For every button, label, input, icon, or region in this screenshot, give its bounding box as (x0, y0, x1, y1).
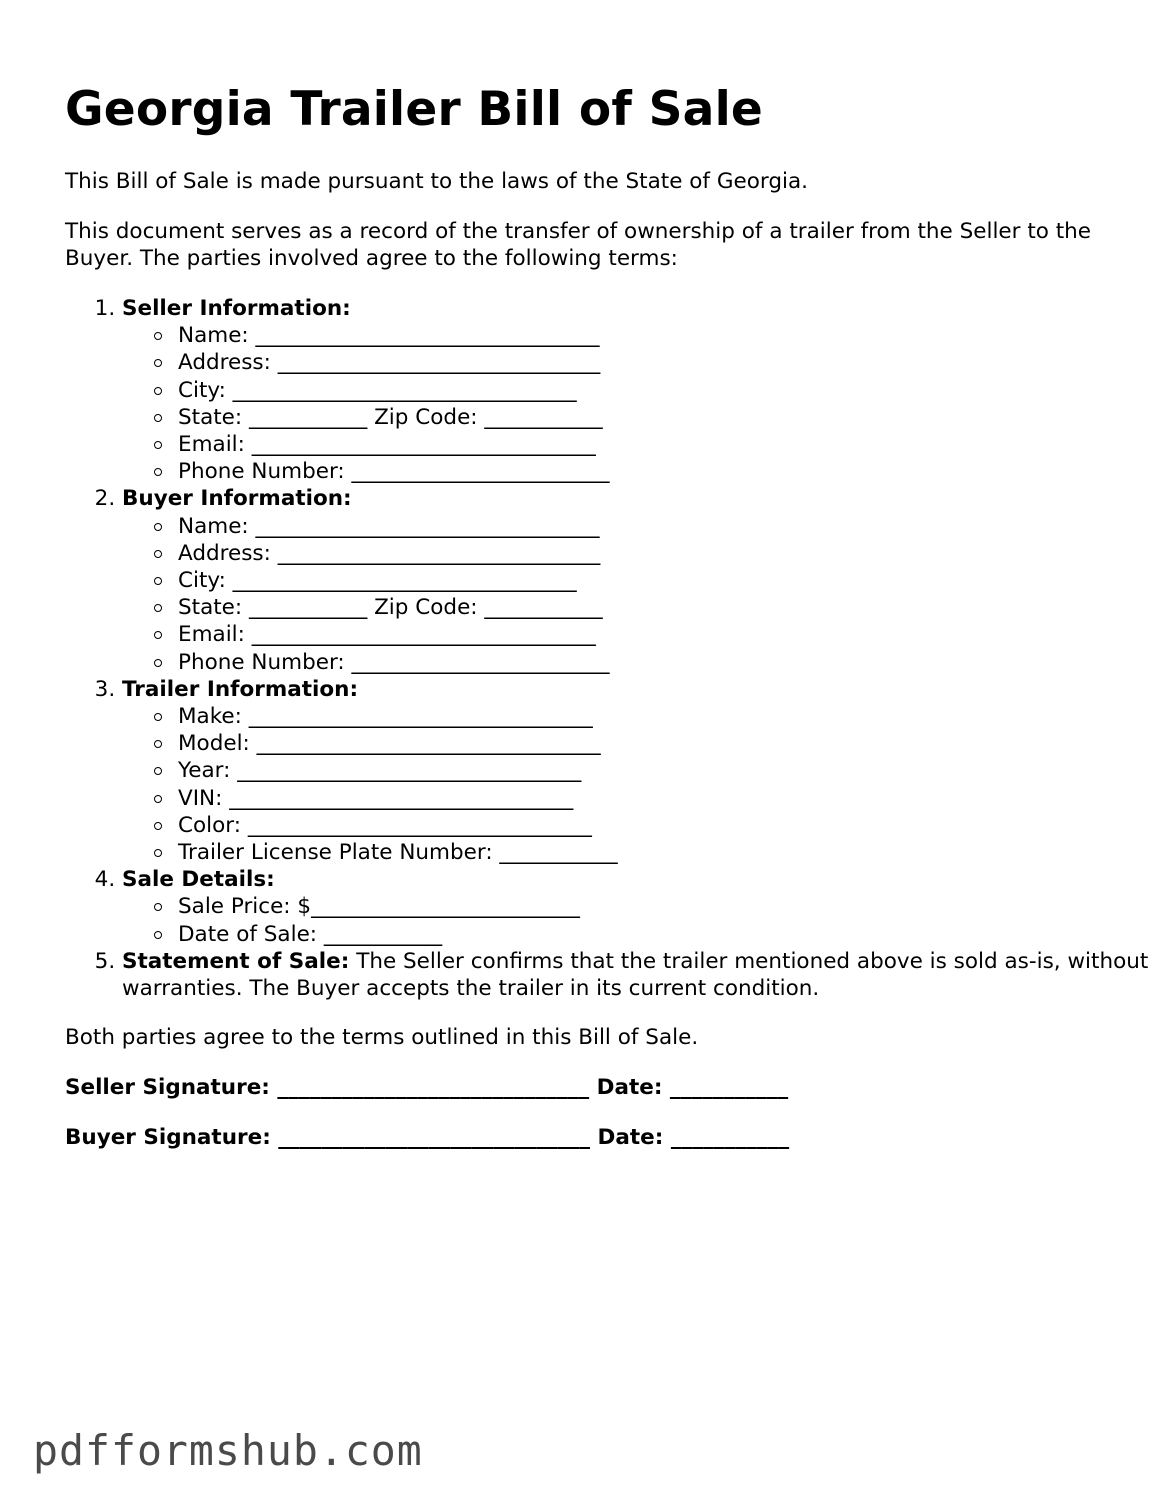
buyer-name-field[interactable]: Name: ________________________________ (178, 513, 1152, 540)
page-title: Georgia Trailer Bill of Sale (65, 82, 763, 137)
seller-city-field[interactable]: City: ________________________________ (178, 377, 1152, 404)
trailer-vin-field[interactable]: VIN: ________________________________ (178, 785, 1152, 812)
section-trailer-information (122, 676, 1152, 866)
intro-paragraph-2: This document serves as a record of the transfer of ownership of a trailer from the Seller to the Buyer. The parties involved agree to the following terms: (65, 219, 1092, 272)
field-list (122, 893, 1152, 947)
buyer-state-zip-field[interactable]: State: ___________ Zip Code: ___________ (178, 594, 1152, 621)
seller-signature-line[interactable]: Seller Signature: _____________________________ Date: ___________ (65, 1075, 789, 1100)
field-list (122, 703, 1152, 866)
closing-paragraph: Both parties agree to the terms outlined in this Bill of Sale. (65, 1025, 699, 1050)
section-sale-details (122, 866, 1152, 948)
intro-paragraph-1: This Bill of Sale is made pursuant to the laws of the State of Georgia. (65, 169, 808, 194)
section-statement-of-sale (122, 948, 1152, 1002)
buyer-address-field[interactable]: Address: ______________________________ (178, 540, 1152, 567)
section-heading: Sale Details: (122, 867, 275, 893)
buyer-email-field[interactable]: Email: ________________________________ (178, 621, 1152, 648)
seller-name-field[interactable]: Name: ________________________________ (178, 322, 1152, 349)
sale-date-field[interactable]: Date of Sale: ___________ (178, 921, 1152, 948)
statement-text: The Seller confirms that the trailer mentioned above is sold as-is, without warranties. The Buyer accepts the trailer in its current condition. (122, 948, 1149, 1002)
field-list (122, 513, 1152, 676)
buyer-phone-field[interactable]: Phone Number: ________________________ (178, 649, 1152, 676)
section-heading: Seller Information: (122, 296, 351, 321)
trailer-license-plate-field[interactable]: Trailer License Plate Number: ___________ (178, 839, 1152, 866)
buyer-signature-line[interactable]: Buyer Signature: _____________________________ Date: ___________ (65, 1125, 790, 1150)
section-heading: Buyer Information: (122, 486, 352, 512)
trailer-year-field[interactable]: Year: ________________________________ (178, 757, 1152, 784)
seller-address-field[interactable]: Address: ______________________________ (178, 349, 1152, 376)
section-buyer-information (122, 485, 1152, 675)
section-heading: Trailer Information: (122, 676, 359, 702)
section-seller-information (122, 295, 1152, 485)
seller-state-zip-field[interactable]: State: ___________ Zip Code: ___________ (178, 404, 1152, 431)
field-list (122, 322, 1152, 485)
buyer-city-field[interactable]: City: ________________________________ (178, 567, 1152, 594)
trailer-model-field[interactable]: Model: ________________________________ (178, 730, 1152, 757)
seller-email-field[interactable]: Email: ________________________________ (178, 431, 1152, 458)
terms-list (65, 295, 1152, 1002)
trailer-make-field[interactable]: Make: ________________________________ (178, 703, 1152, 730)
sale-price-field[interactable]: Sale Price: $_________________________ (178, 893, 1152, 920)
seller-phone-field[interactable]: Phone Number: ________________________ (178, 458, 1152, 485)
section-heading: Statement of Sale: (122, 948, 350, 974)
trailer-color-field[interactable]: Color: ________________________________ (178, 812, 1152, 839)
watermark: pdfformshub.com (33, 1426, 423, 1475)
